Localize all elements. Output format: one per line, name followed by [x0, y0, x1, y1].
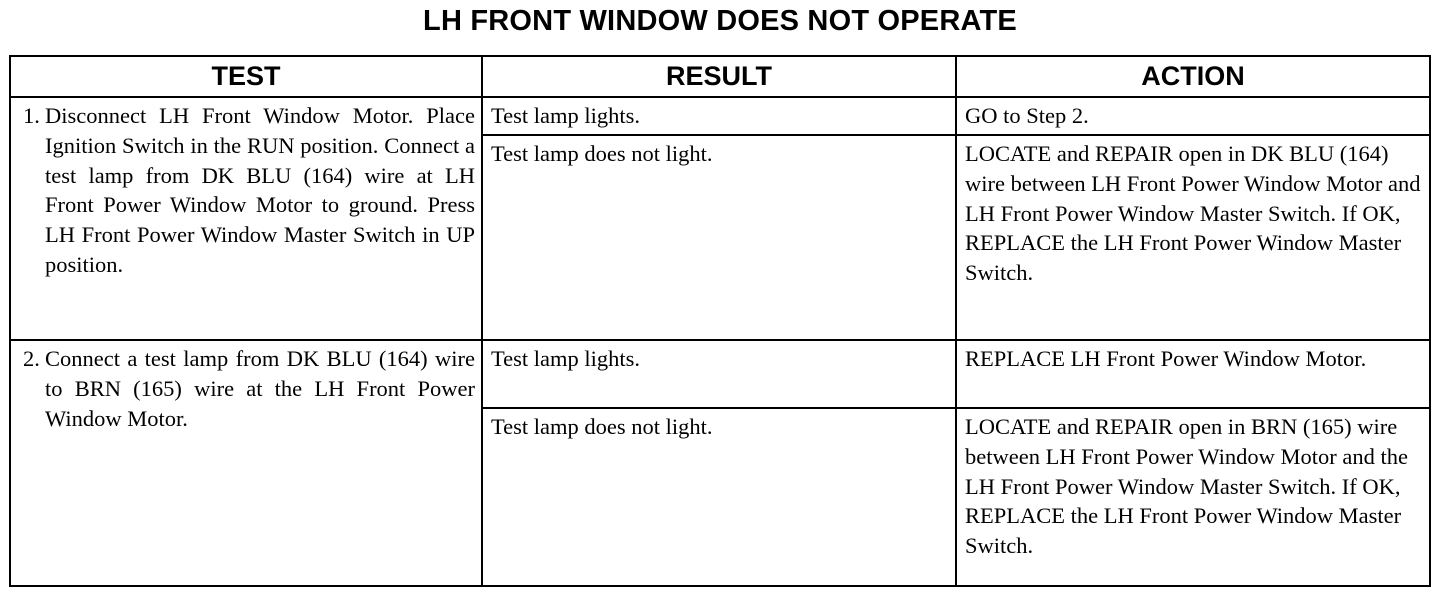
step-test-text: Disconnect LH Front Window Motor. Place Ignition Switch in the RUN position. Connect a test lamp from DK BLU (164) wire at LH Front Power Window Motor to ground. Press LH Front Power Window Master Switch in UP position. [45, 103, 475, 277]
step-number: 1. [23, 103, 40, 128]
page-title: LH FRONT WINDOW DOES NOT OPERATE [423, 5, 1017, 37]
step-number: 2. [23, 346, 40, 371]
result-cell: Test lamp does not light. [482, 408, 956, 586]
table-row [10, 340, 1430, 408]
step-2-test-cell [10, 340, 482, 586]
step-test-text: Connect a test lamp from DK BLU (164) wire to BRN (165) wire at the LH Front Power Window Motor. [45, 346, 475, 431]
action-cell: LOCATE and REPAIR open in DK BLU (164) wire between LH Front Power Window Motor and LH Front Power Window Master Switch. If OK, REPLACE the LH Front Power Window Master Switch. [956, 135, 1430, 340]
action-cell: LOCATE and REPAIR open in BRN (165) wire between LH Front Power Window Motor and the LH Front Power Window Master Switch. If OK, REPLACE the LH Front Power Window Master Switch. [956, 408, 1430, 586]
diagnostic-table [9, 55, 1431, 587]
action-cell: REPLACE LH Front Power Window Motor. [956, 340, 1430, 408]
header-row [10, 56, 1430, 97]
table-row [10, 97, 1430, 135]
result-cell: Test lamp does not light. [482, 135, 956, 340]
column-header-result: RESULT [482, 56, 956, 97]
result-cell: Test lamp lights. [482, 340, 956, 408]
result-cell: Test lamp lights. [482, 97, 956, 135]
column-header-test: TEST [10, 56, 482, 97]
column-header-action: ACTION [956, 56, 1430, 97]
step-1-test-cell [10, 97, 482, 340]
action-cell: GO to Step 2. [956, 97, 1430, 135]
